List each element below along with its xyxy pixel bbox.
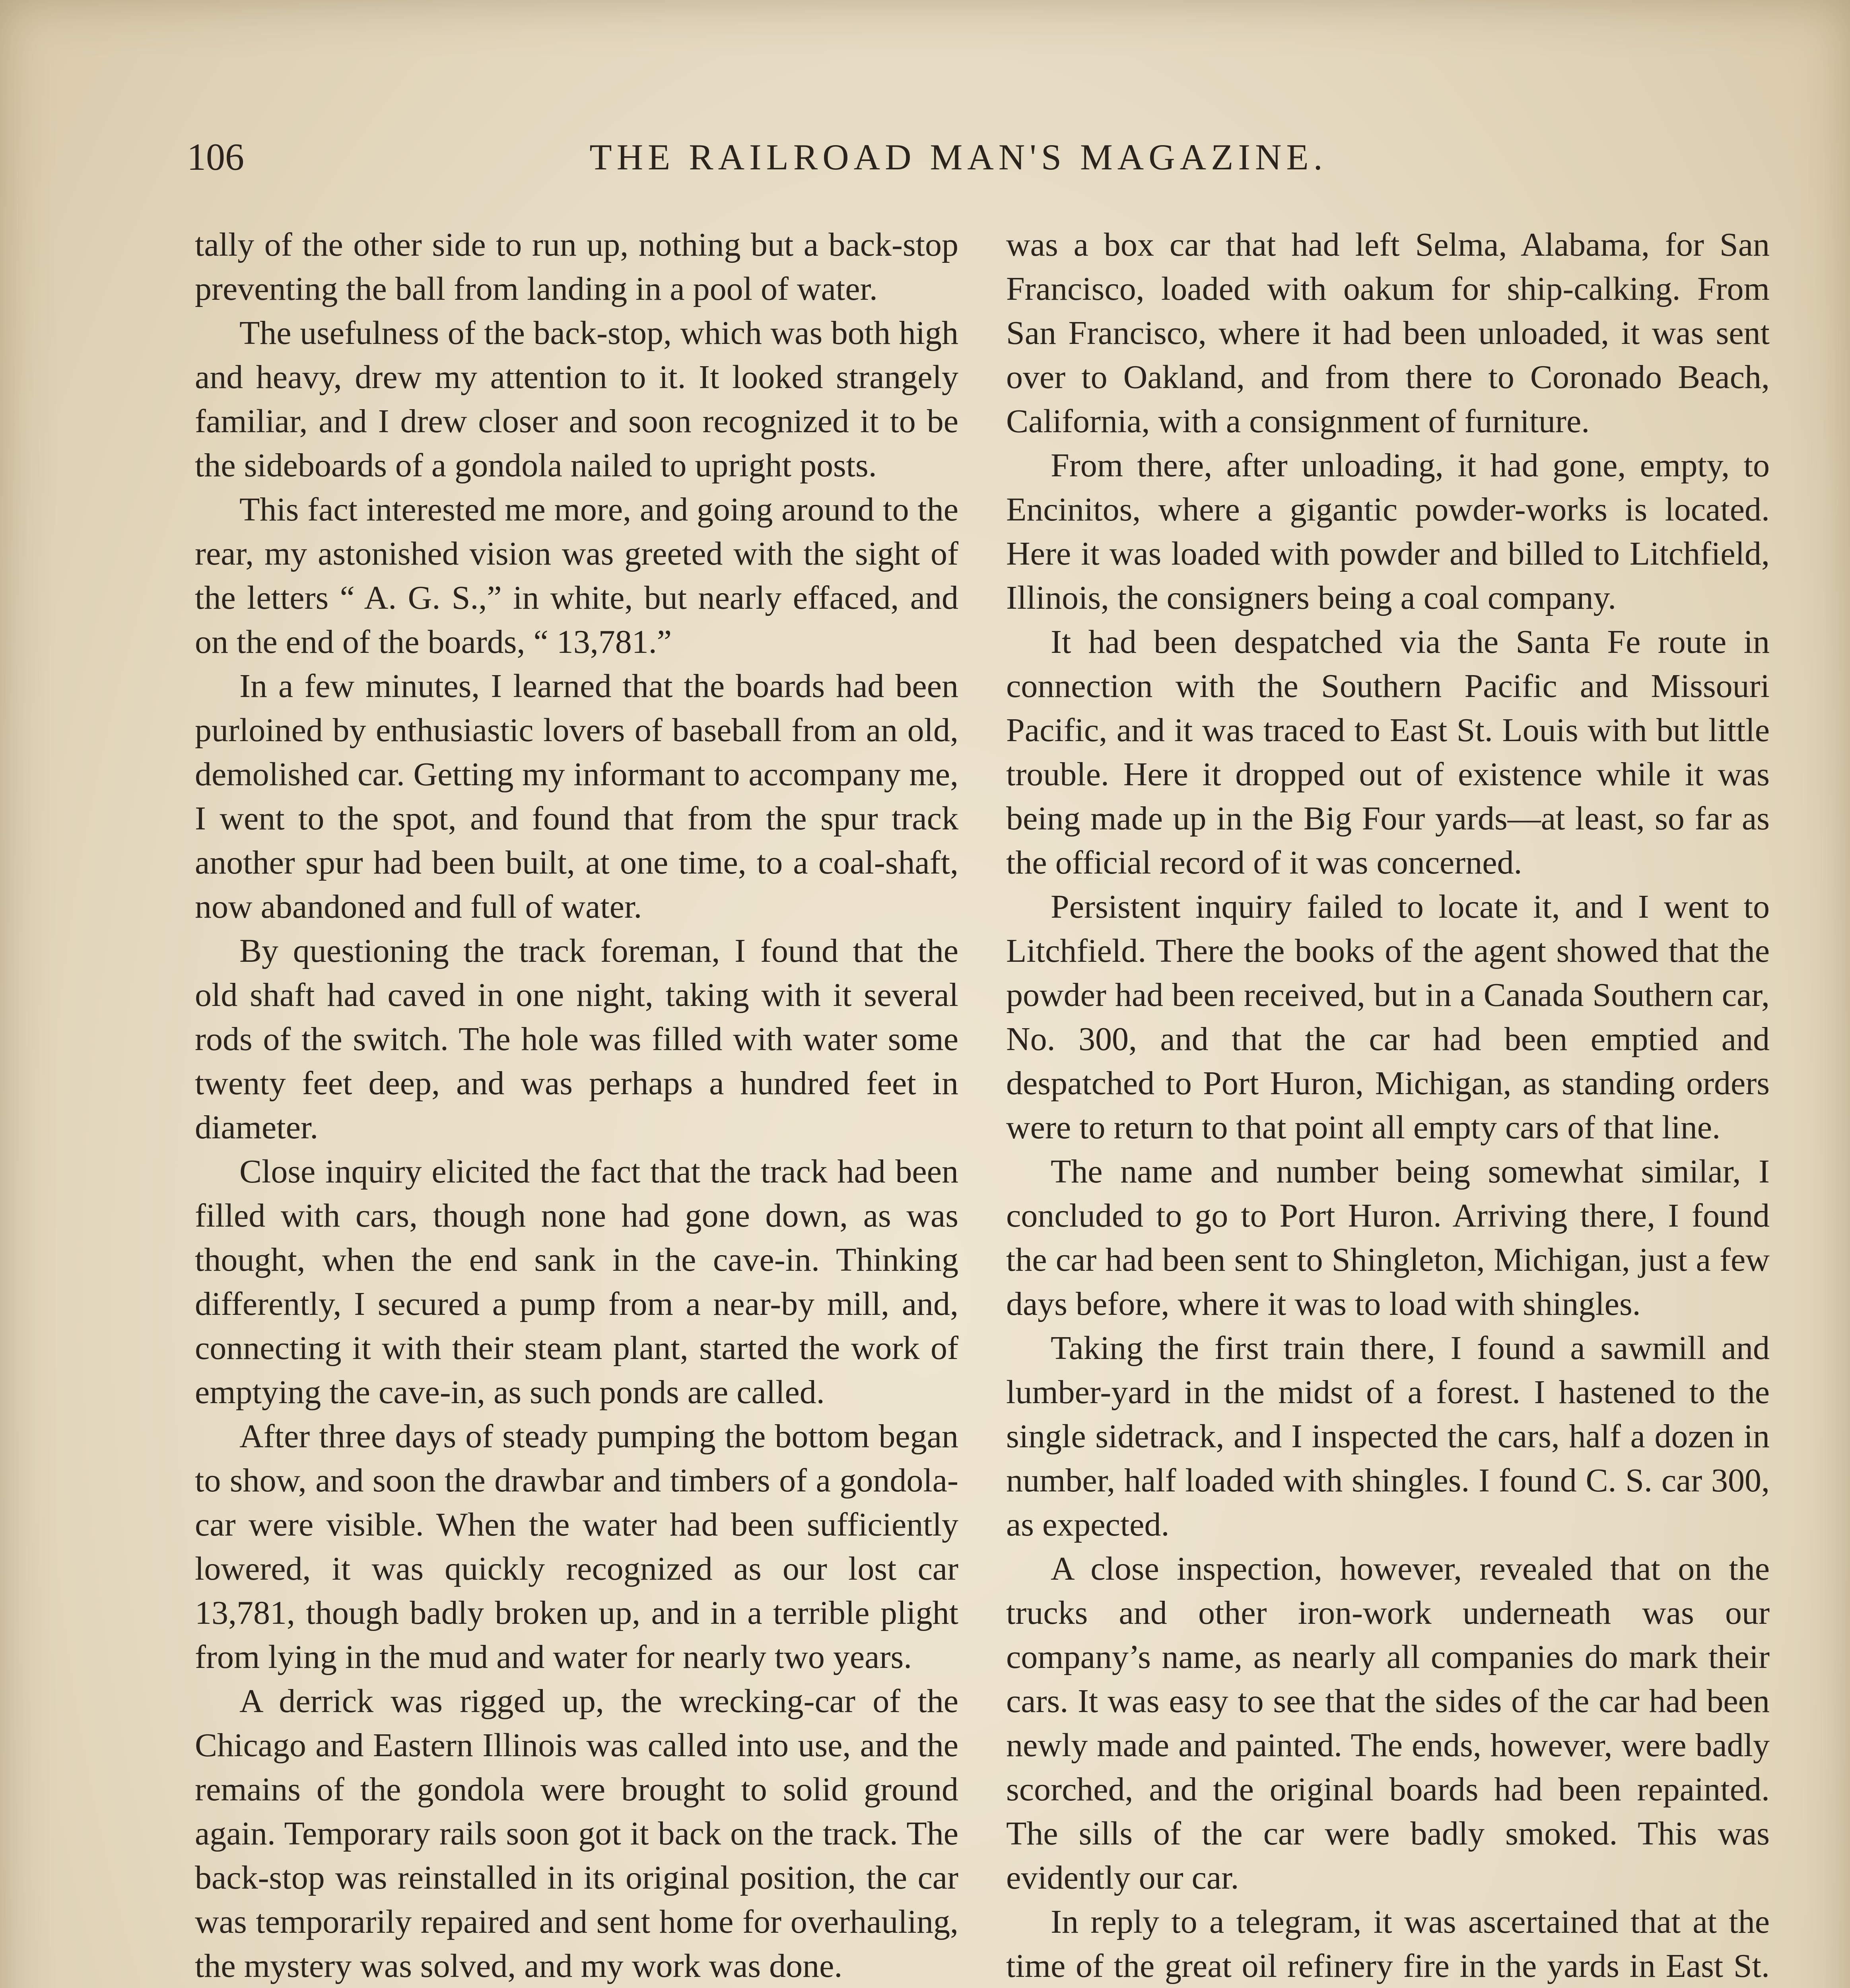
right-column [1006, 223, 1770, 1988]
paragraph: Close inquiry elicited the fact that the track had been filled with cars, though none had gone down, as was thought, when the end sank in the cave-in. Thinking differently, I secured a pump from a near-by mill, and, connecting it with their steam plant, started the work of emptying the cave-in, as such ponds are called. [195, 1153, 958, 1411]
paragraph: A close inspection, however, revealed that on the trucks and other iron-work underneath was our company’s name, as nearly all companies do mark their cars. It was easy to see that the sides of the car had been newly made and painted. The ends, however, were badly scorched, and the original boards had been repainted. The sills of the car were badly smoked. This was evidently our car. [1006, 1550, 1770, 1896]
paragraph: By questioning the track foreman, I found that the old shaft had caved in one night, taking with it several rods of the switch. The hole was filled with water some twenty feet deep, and was perhaps a hundred feet in diameter. [195, 932, 958, 1146]
paragraph: This fact interested me more, and going around to the rear, my astonished vision was greeted with the sight of the letters “ A. G. S.,” in white, but nearly effaced, and on the end of the boards, “ 13,781.” [195, 491, 958, 660]
paragraph: After three days of steady pumping the bottom began to show, and soon the drawbar and timbers of a gondola-car were visible. When the water had been sufficiently lowered, it was quickly recognized as our lost car 13,781, though badly broken up, and in a terrible plight from lying in the mud and water for nearly two years. [195, 1418, 958, 1675]
paragraph: In a few minutes, I learned that the boards had been purloined by enthusiastic lovers of baseball from an old, demolished car. Getting my informant to accompany me, I went to the spot, and found that from the spur track another spur had been built, at one time, to a coal-shaft, now abandoned and full of water. [195, 668, 958, 925]
page-number: 106 [187, 136, 244, 178]
paragraph: From there, after unloading, it had gone, empty, to Encinitos, where a gigantic powder-works is located. Here it was loaded with powder and billed to Litchfield, Illinois, the consigners being a coal company. [1006, 447, 1770, 616]
paragraph: It had been despatched via the Santa Fe route in connection with the Southern Pacific and Missouri Pacific, and it was traced to East St. Louis with but little trouble. Here it dropped out of existence while it was being made up in the Big Four yards—at least, so far as the official record of it was concerned. [1006, 623, 1770, 881]
running-head [187, 125, 1650, 189]
paragraph: tally of the other side to run up, nothing but a back-stop preventing the ball from landing in a pool of water. [195, 226, 958, 307]
magazine-title: THE RAILROAD MAN'S MAGAZINE. [589, 137, 1327, 177]
left-column [195, 223, 958, 1988]
paragraph: was a box car that had left Selma, Alabama, for San Francisco, loaded with oakum for ship-calking. From San Francisco, where it had been unloaded, it was sent over to Oakland, and from there to Coronado Beach, California, with a consignment of furniture. [1006, 226, 1770, 440]
paragraph: Taking the first train there, I found a sawmill and lumber-yard in the midst of a forest. I hastened to the single sidetrack, and I inspected the cars, half a dozen in number, half loaded with shingles. I found C. S. car 300, as expected. [1006, 1330, 1770, 1543]
paragraph: Persistent inquiry failed to locate it, and I went to Litchfield. There the books of the agent showed that the powder had been received, but in a Canada Southern car, No. 300, and that the car had been emptied and despatched to Port Huron, Michigan, as standing orders were to return to that point all empty cars of that line. [1006, 888, 1770, 1146]
paragraph: The usefulness of the back-stop, which was both high and heavy, drew my attention to it. It looked strangely familiar, and I drew closer and soon recognized it to be the sideboards of a gondola nailed to upright posts. [195, 315, 958, 484]
paragraph: In reply to a telegram, it was ascertained that at the time of the great oil refinery fire in the yards in East St. [1006, 1903, 1770, 1984]
article-body [195, 223, 1770, 1988]
paragraph: The name and number being somewhat similar, I concluded to go to Port Huron. Arriving there, I found the car had been sent to Shingleton, Michigan, just a few days before, where it was to load with shingles. [1006, 1153, 1770, 1322]
paragraph: A derrick was rigged up, the wrecking-car of the Chicago and Eastern Illinois was called into use, and the remains of the gondola were brought to solid ground again. Temporary rails soon got it back on the track. The back-stop was reinstalled in its original position, the car was temporarily repaired and sent home for overhauling, the mystery was solved, and my work was done. [195, 1683, 958, 1984]
